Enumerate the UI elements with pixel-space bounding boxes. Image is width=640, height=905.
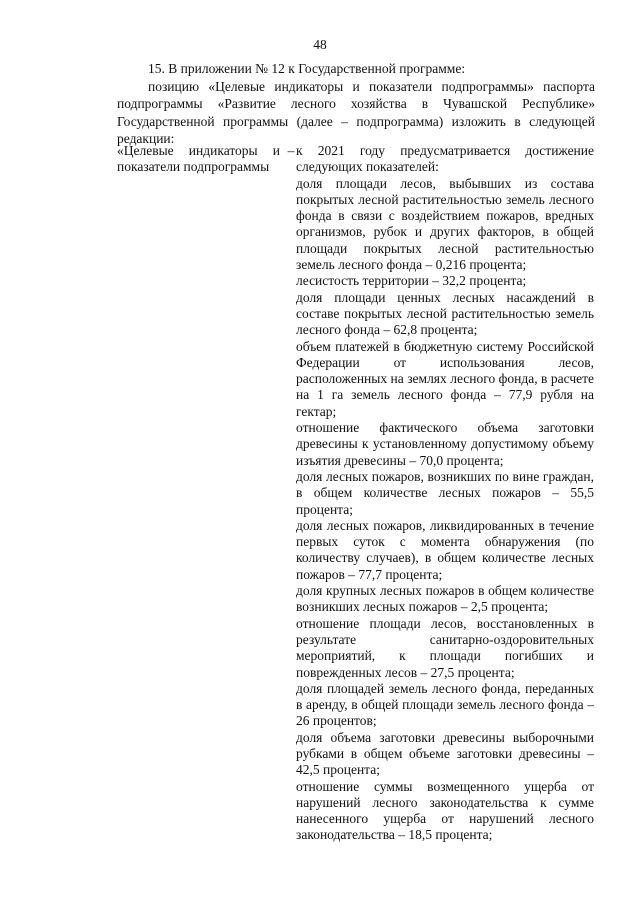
- indicator-item: доля площади лесов, выбывших из состава покрытых лесной растительностью земель лесного фонда в связи с воздействием пожаров, вредных организмов, рубок и других факторов, в общей площади покрытых лесной растительностью земель лесного фонда – 0,216 процента;: [296, 175, 594, 273]
- dash-separator: –: [287, 143, 295, 158]
- indicator-item: доля лесных пожаров, возникших по вине граждан, в общем количестве лесных пожаров – 55,5 процента;: [296, 468, 594, 517]
- indicator-item: к 2021 году предусматривается достижение следующих показателей:: [296, 143, 594, 175]
- indicator-item: отношение фактического объема заготовки древесины к установленному допустимому объему изъятия древесины – 70,0 процента;: [296, 420, 594, 468]
- indicator-item: доля крупных лесных пожаров в общем количестве возникших лесных пожаров – 2,5 процента;: [296, 583, 594, 615]
- indicator-item: объем платежей в бюджетную систему Российской Федерации от использования лесов, расположенных на землях лесного фонда, в расчете на 1 га земель лесного фонда – 77,9 рубля на гектар;: [296, 338, 594, 419]
- indicator-item: отношение суммы возмещенного ущерба от нарушений лесного законодательства к сумме нанесенного ущерба от нарушений лесного законодательства – 18,5 процента;: [296, 778, 594, 843]
- intro-paragraph: позицию «Целевые индикаторы и показатели подпрограммы» паспорта подпрограммы «Развитие лесного хозяйства в Чувашской Республике» Государственной программы (далее – подпрограмма) изложить в следующей редакции:: [117, 78, 595, 147]
- indicator-item: доля лесных пожаров, ликвидированных в течение первых суток с момента обнаружения (по количеству случаев), в общем количестве лесных пожаров – 77,7 процента;: [296, 517, 594, 582]
- indicator-item: доля объема заготовки древесины выборочными рубками в общем объеме заготовки древесины – 42,5 процента;: [296, 729, 594, 778]
- indicator-item: лесистость территории – 32,2 процента;: [296, 273, 527, 289]
- page-number: 48: [313, 37, 327, 52]
- indicator-item: доля площади ценных лесных насаждений в составе покрытых лесной растительностью земель лесного фонда – 62,8 процента;: [296, 289, 594, 338]
- indicator-item: доля площадей земель лесного фонда, переданных в аренду, в общей площади земель лесного фонда – 26 процентов;: [296, 680, 594, 729]
- indicators-table: [117, 143, 595, 844]
- intro-line: 15. В приложении № 12 к Государственной программе:: [148, 61, 466, 76]
- intro-block: [117, 60, 595, 148]
- indicators-label: «Целевые индикаторы и показатели подпрограммы: [117, 143, 280, 175]
- indicator-item: отношение площади лесов, восстановленных в результате санитарно-оздоровительных мероприятий, к площади погибших и поврежденных лесов – 27,5 процента;: [296, 615, 594, 680]
- indicators-list: [296, 143, 594, 844]
